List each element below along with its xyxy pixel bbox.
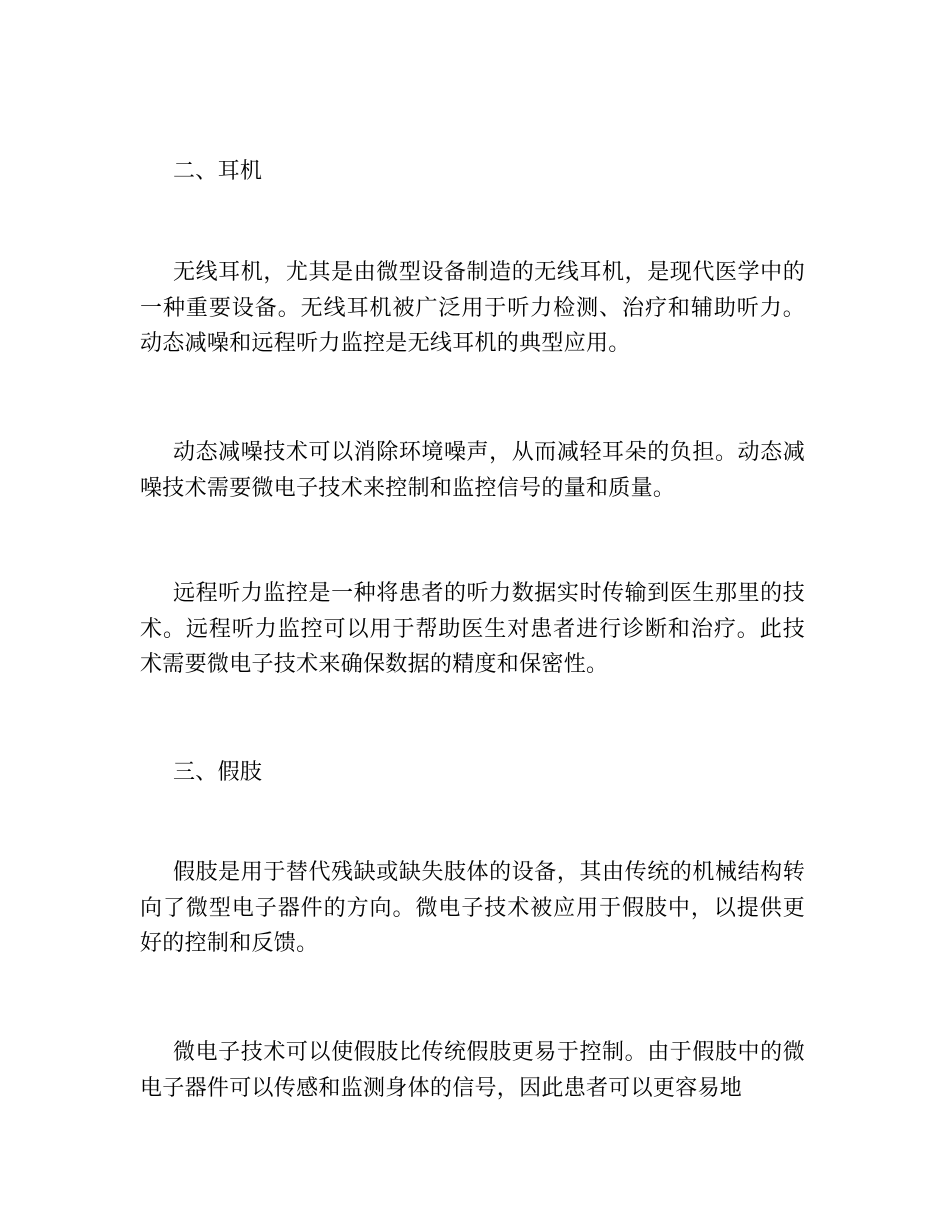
paragraph-wireless-earphones: 无线耳机，尤其是由微型设备制造的无线耳机，是现代医学中的一种重要设备。无线耳机被广泛用于听力检测、治疗和辅助听力。动态减噪和远程听力监控是无线耳机的典型应用。 <box>140 260 805 356</box>
section-heading-prosthetics: 三、假肢 <box>173 760 263 785</box>
section-heading-earphones: 二、耳机 <box>173 159 263 184</box>
paragraph-noise-reduction: 动态减噪技术可以消除环境噪声，从而减轻耳朵的负担。动态减噪技术需要微电子技术来控制和监控信号的量和质量。 <box>140 440 805 501</box>
paragraph-remote-monitoring: 远程听力监控是一种将患者的听力数据实时传输到医生那里的技术。远程听力监控可以用于帮助医生对患者进行诊断和治疗。此技术需要微电子技术来确保数据的精度和保密性。 <box>140 581 805 677</box>
paragraph-prosthetics-intro: 假肢是用于替代残缺或缺失肢体的设备，其由传统的机械结构转向了微型电子器件的方向。微电子技术被应用于假肢中，以提供更好的控制和反馈。 <box>140 860 805 956</box>
paragraph-prosthetics-control: 微电子技术可以使假肢比传统假肢更易于控制。由于假肢中的微电子器件可以传感和监测身体的信号，因此患者可以更容易地 <box>140 1040 805 1101</box>
